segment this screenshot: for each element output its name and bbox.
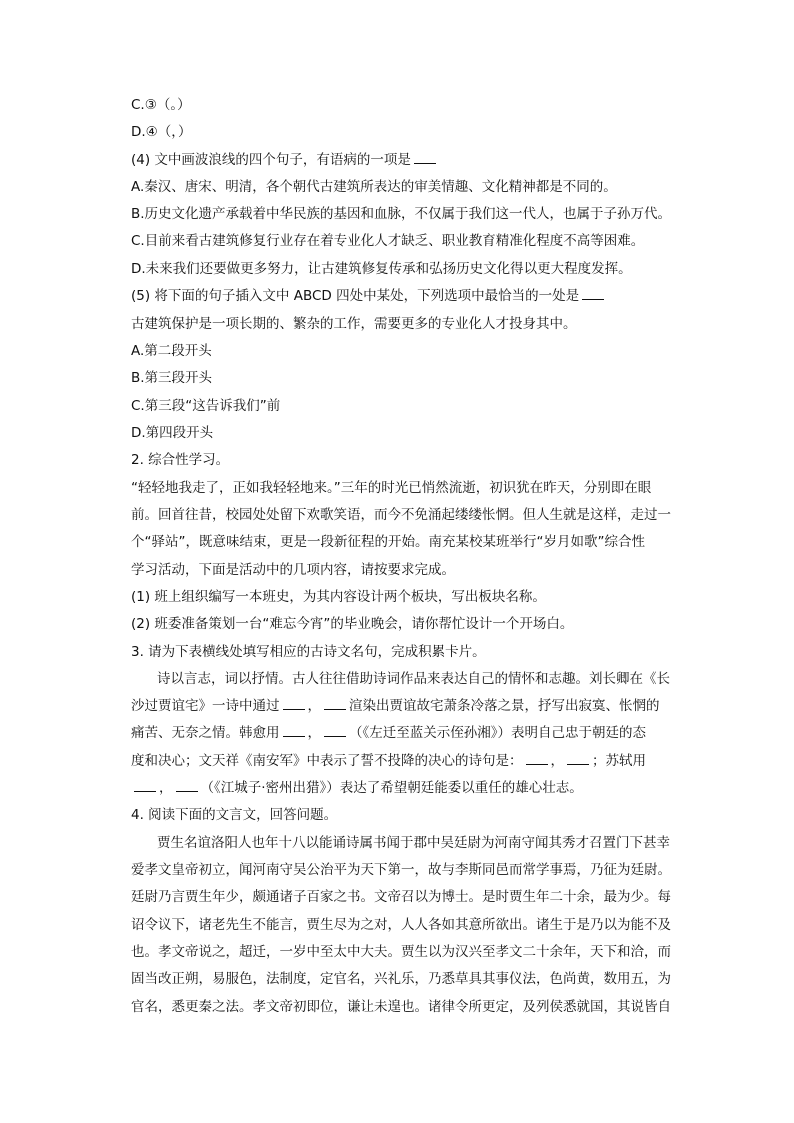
paragraph-line: [157, 669, 671, 689]
answer-blank[interactable]: [324, 697, 346, 710]
answer-blank[interactable]: [526, 752, 548, 765]
paragraph-line: [131, 505, 671, 525]
sub-question-1: [131, 587, 671, 607]
insert-sentence: [131, 314, 671, 334]
passage-text: 官名，悉更秦之法。孝文帝初即位，谦让未遑也。诸律令所更定，及列侯悉就国，其说皆自: [131, 999, 671, 1015]
option-c-text: C.③（。）: [131, 97, 191, 113]
option-d-text: D.④（，）: [131, 124, 192, 140]
q5-option-a-text: A.第二段开头: [131, 343, 212, 359]
q5-option-a: [131, 341, 671, 361]
section-2-heading-text: 2. 综合性学习。: [131, 452, 230, 468]
separator-text: ，: [307, 725, 321, 741]
answer-blank[interactable]: [283, 697, 305, 710]
answer-blank[interactable]: [567, 752, 589, 765]
q5-option-b: [131, 368, 671, 388]
separator-text: ，: [159, 780, 173, 796]
paragraph-text: 个“驿站”，既意味结束，更是一段新征程的开始。南充某校某班举行“岁月如歌”综合性: [131, 534, 645, 550]
paragraph-text: （《左迁至蓝关示侄孙湘》）表明自己忠于朝廷的态: [349, 725, 646, 741]
sub-question-2-text: (2) 班委准备策划一台“难忘今宵”的毕业晚会，请你帮忙设计一个开场白。: [131, 616, 574, 632]
passage-line: [131, 915, 671, 935]
answer-blank[interactable]: [134, 779, 156, 792]
q4-option-a: [131, 177, 671, 197]
fill-in-line: [131, 778, 671, 798]
paragraph-line: [131, 532, 671, 552]
passage-line: [131, 860, 671, 880]
paragraph-text: 痛苦、无奈之情。韩愈用: [131, 725, 280, 741]
passage-line: [131, 887, 671, 907]
section-3-heading: [131, 642, 671, 662]
passage-text: 廷尉乃言贾生年少，颇通诸子百家之书。文帝召以为博士。是时贾生年二十余，最为少。每: [131, 889, 671, 905]
passage-text: 也。孝文帝说之，超迁，一岁中至太中大夫。贾生以为汉兴至孝文二十余年，天下和洽，而: [131, 944, 671, 960]
paragraph-text: ；苏轼用: [592, 753, 646, 769]
section-4-heading-text: 4. 阅读下面的文言文，回答问题。: [131, 807, 338, 823]
paragraph-text: “轻轻地我走了，正如我轻轻地来。”三年的时光已悄然流逝，初识犹在昨天，分别即在眼: [131, 480, 652, 496]
passage-text: 贾生名谊洛阳人也年十八以能诵诗属书闻于郡中吴廷尉为河南守闻其秀才召置门下甚幸: [157, 835, 670, 851]
q4-option-d: [131, 259, 671, 279]
section-4-heading: [131, 805, 671, 825]
paragraph-text: 前。回首往昔，校园处处留下欢歌笑语，而今不免涌起缕缕怅惘。但人生就是这样，走过一: [131, 507, 671, 523]
passage-line: [131, 997, 671, 1017]
q5-option-c-text: C.第三段“这告诉我们”前: [131, 398, 281, 414]
passage-text: 诏令议下，诸老先生不能言，贾生尽为之对，人人各如其意所欲出。诸生于是乃以为能不及: [131, 917, 671, 933]
question-5-text: (5) 将下面的句子插入文中 ABCD 四处中某处，下列选项中最恰当的一处是: [131, 288, 580, 304]
insert-sentence-text: 古建筑保护是一项长期的、繁杂的工作，需要更多的专业化人才投身其中。: [131, 316, 577, 332]
answer-blank[interactable]: [414, 151, 436, 164]
passage-line: [131, 969, 671, 989]
paragraph-text: 诗以言志，词以抒情。古人往往借助诗词作品来表达自己的情怀和志趣。刘长卿在《长: [157, 671, 670, 687]
section-3-heading-text: 3. 请为下表横线处填写相应的古诗文名句，完成积累卡片。: [131, 644, 486, 660]
sub-question-2: [131, 614, 671, 634]
q4-option-a-text: A.秦汉、唐宋、明清，各个朝代古建筑所表达的审美情趣、文化精神都是不同的。: [131, 179, 617, 195]
answer-blank[interactable]: [324, 724, 346, 737]
answer-blank[interactable]: [176, 779, 198, 792]
paragraph-line: [131, 478, 671, 498]
fill-in-line: [131, 751, 671, 771]
paragraph-text: （《江城子·密州出猎》）表达了希望朝廷能委以重任的雄心壮志。: [200, 780, 583, 796]
passage-line: [131, 942, 671, 962]
sub-question-1-text: (1) 班上组织编写一本班史，为其内容设计两个板块，写出板块名称。: [131, 589, 546, 605]
q4-option-b: [131, 204, 671, 224]
q5-option-d-text: D.第四段开头: [131, 425, 214, 441]
fill-in-line: [131, 723, 671, 743]
q4-option-b-text: B.历史文化遗产承载着中华民族的基因和血脉，不仅属于我们这一代人，也属于子孙万代。: [131, 206, 671, 222]
paragraph-text: 渲染出贾谊故宅萧条冷落之景，抒写出寂寞、怅惘的: [349, 698, 660, 714]
option-d: [131, 122, 671, 142]
q5-option-c: [131, 396, 671, 416]
separator-text: ，: [550, 753, 564, 769]
passage-text: 爱孝文皇帝初立，闻河南守吴公治平为天下第一，故与李斯同邑而常学事焉，乃征为廷尉。: [131, 862, 671, 878]
answer-blank[interactable]: [283, 724, 305, 737]
option-c: [131, 95, 671, 115]
q5-option-d: [131, 423, 671, 443]
paragraph-text: 度和决心；文天祥《南安军》中表示了誓不投降的决心的诗句是：: [131, 753, 523, 769]
q4-option-c-text: C.目前来看古建筑修复行业存在着专业化人才缺乏、职业教育精准化程度不高等困难。: [131, 233, 645, 249]
separator-text: ，: [307, 698, 321, 714]
passage-line: [157, 833, 671, 853]
paragraph-text: 沙过贾谊宅》一诗中通过: [131, 698, 280, 714]
paragraph-line: [131, 560, 671, 580]
answer-blank[interactable]: [582, 287, 604, 300]
fill-in-line: [131, 696, 671, 716]
section-2-heading: [131, 450, 671, 470]
q5-option-b-text: B.第三段开头: [131, 370, 213, 386]
paragraph-text: 学习活动，下面是活动中的几项内容，请按要求完成。: [131, 562, 455, 578]
question-4: [131, 150, 671, 170]
question-5: [131, 286, 671, 306]
q4-option-d-text: D.未来我们还要做更多努力，让古建筑修复传承和弘扬历史文化得以更大程度发挥。: [131, 261, 632, 277]
passage-text: 固当改正朔，易服色，法制度，定官名，兴礼乐，乃悉草具其事仪法，色尚黄，数用五，为: [131, 971, 671, 987]
question-4-text: (4) 文中画波浪线的四个句子，有语病的一项是: [131, 152, 411, 168]
q4-option-c: [131, 231, 671, 251]
